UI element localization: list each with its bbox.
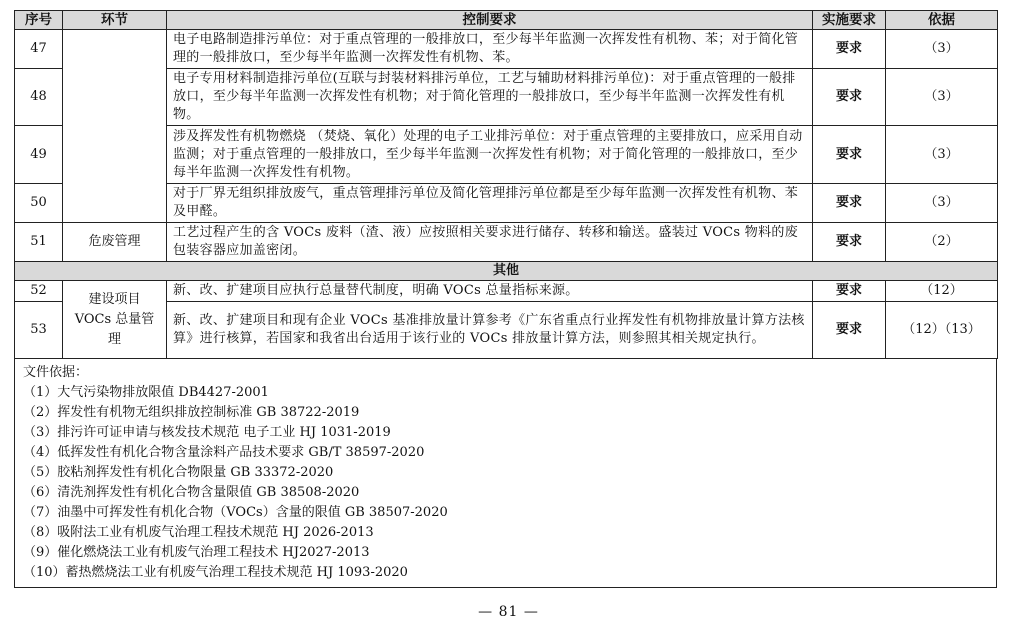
row-requirement: 新、改、扩建项目应执行总量替代制度，明确 VOCs 总量指标来源。 xyxy=(167,281,813,302)
control-requirements-table xyxy=(14,10,998,359)
table-row xyxy=(15,281,998,302)
row-basis: （3） xyxy=(886,126,998,184)
header-basis: 依据 xyxy=(886,11,998,30)
row-basis: （2） xyxy=(886,223,998,262)
row-requirement: 工艺过程产生的含 VOCs 废料（渣、液）应按照相关要求进行储存、转移和输送。盛装过 VOCs 物料的废包装容器应加盖密闭。 xyxy=(167,223,813,262)
reference-documents xyxy=(14,359,997,588)
row-num: 47 xyxy=(15,30,63,69)
row-link-group: 建设项目 VOCs 总量管理 xyxy=(63,281,167,359)
row-basis: （3） xyxy=(886,184,998,223)
row-requirement: 新、改、扩建项目和现有企业 VOCs 基准排放量计算参考《广东省重点行业挥发性有机物排放量计算方法核算》进行核算，若国家和我省出台适用于该行业的 VOCs 排放量计算方法，则参照其相关规定执行。 xyxy=(167,302,813,359)
header-link: 环节 xyxy=(63,11,167,30)
row-basis: （3） xyxy=(886,69,998,126)
table-row xyxy=(15,223,998,262)
reference-item: （4）低挥发性有机化合物含量涂料产品技术要求 GB/T 38597-2020 xyxy=(23,445,425,460)
row-implementation: 要求 xyxy=(813,69,886,126)
section-title: 其他 xyxy=(15,262,998,281)
row-requirement: 电子专用材料制造排污单位(互联与封装材料排污单位，工艺与辅助材料排污单位)：对于重点管理的一般排放口，至少每半年监测一次挥发性有机物；对于简化管理的一般排放口，至少每半年监测一次挥发性有机物。 xyxy=(167,69,813,126)
row-implementation: 要求 xyxy=(813,281,886,302)
row-num: 51 xyxy=(15,223,63,262)
reference-item: （7）油墨中可挥发性有机化合物（VOCs）含量的限值 GB 38507-2020 xyxy=(23,505,448,520)
row-basis: （12） xyxy=(886,281,998,302)
row-implementation: 要求 xyxy=(813,184,886,223)
row-link-empty xyxy=(63,30,167,223)
row-num: 53 xyxy=(15,302,63,359)
page-number: — 81 — xyxy=(478,604,539,620)
row-num: 52 xyxy=(15,281,63,302)
row-num: 49 xyxy=(15,126,63,184)
reference-item: （10）蓄热燃烧法工业有机废气治理工程技术规范 HJ 1093-2020 xyxy=(23,565,408,580)
row-num: 50 xyxy=(15,184,63,223)
row-requirement: 对于厂界无组织排放废气，重点管理排污单位及简化管理排污单位都是至少每年监测一次挥发性有机物、苯及甲醛。 xyxy=(167,184,813,223)
section-row xyxy=(15,262,998,281)
row-requirement: 涉及挥发性有机物燃烧 （焚烧、氧化）处理的电子工业排污单位：对于重点管理的主要排放口，应采用自动监测；对于重点管理的一般排放口，至少每半年监测一次挥发性有机物；对于简化管理的一般排放口，至少每半年监测一次挥发性有机物。 xyxy=(167,126,813,184)
reference-item: （9）催化燃烧法工业有机废气治理工程技术 HJ2027-2013 xyxy=(23,545,370,560)
reference-item: （3）排污许可证申请与核发技术规范 电子工业 HJ 1031-2019 xyxy=(23,425,391,440)
reference-item: （2）挥发性有机物无组织排放控制标准 GB 38722-2019 xyxy=(23,405,360,420)
row-implementation: 要求 xyxy=(813,223,886,262)
header-requirement: 控制要求 xyxy=(167,11,813,30)
row-implementation: 要求 xyxy=(813,302,886,359)
document-page xyxy=(14,10,997,588)
notes-title: 文件依据： xyxy=(23,365,89,380)
row-num: 48 xyxy=(15,69,63,126)
row-implementation: 要求 xyxy=(813,126,886,184)
table-row xyxy=(15,30,998,69)
row-link: 危废管理 xyxy=(63,223,167,262)
reference-item: （6）清洗剂挥发性有机化合物含量限值 GB 38508-2020 xyxy=(23,485,360,500)
row-basis: （3） xyxy=(886,30,998,69)
reference-item: （8）吸附法工业有机废气治理工程技术规范 HJ 2026-2013 xyxy=(23,525,374,540)
reference-item: （1）大气污染物排放限值 DB4427-2001 xyxy=(23,385,269,400)
row-requirement: 电子电路制造排污单位：对于重点管理的一般排放口，至少每半年监测一次挥发性有机物、苯；对于简化管理的一般排放口，至少每半年监测一次挥发性有机物、苯。 xyxy=(167,30,813,69)
row-implementation: 要求 xyxy=(813,30,886,69)
header-implementation: 实施要求 xyxy=(813,11,886,30)
table-header-row xyxy=(15,11,998,30)
reference-item: （5）胶粘剂挥发性有机化合物限量 GB 33372-2020 xyxy=(23,465,334,480)
row-basis: （12）（13） xyxy=(886,302,998,359)
header-num: 序号 xyxy=(15,11,63,30)
